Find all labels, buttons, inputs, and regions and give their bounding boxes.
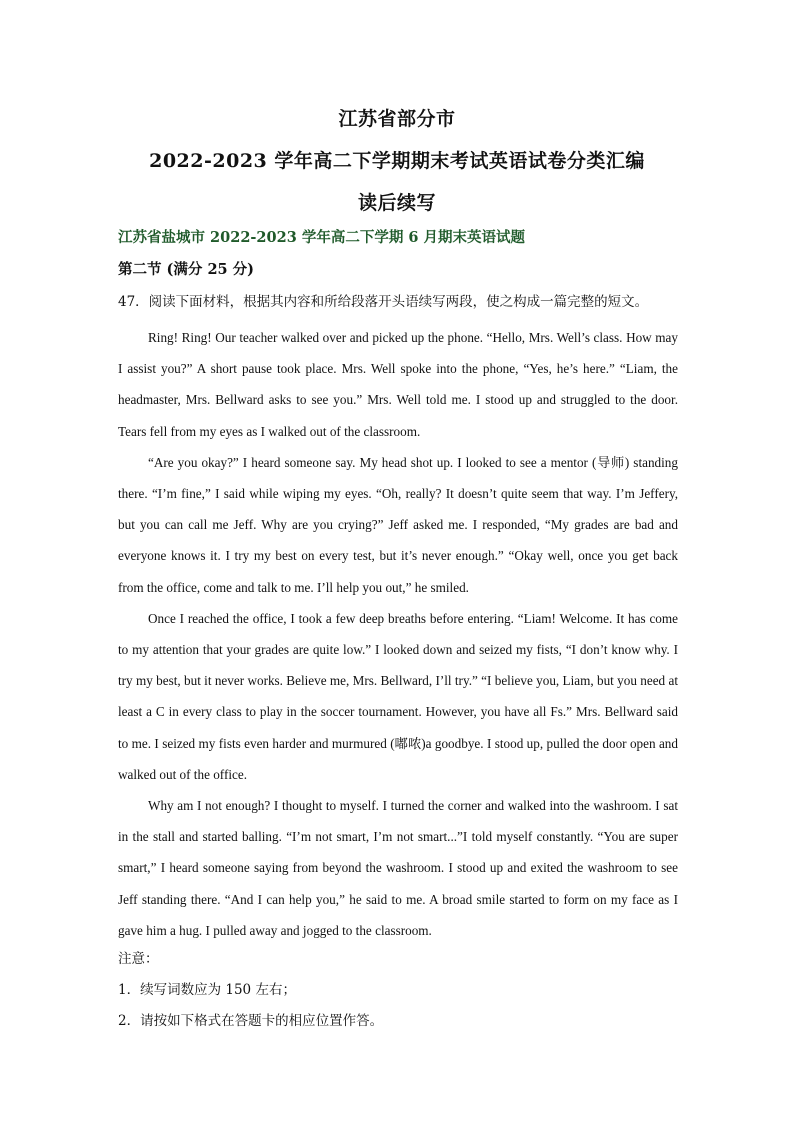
passage-paragraph: “Are you okay?” I heard someone say. My head shot up. I looked to see a mentor (导师) standing there. “I’m fine,” I said while wiping my eyes. “Oh, really? It doesn’t quite seem that way. I’m Jeffery, but you can call me Jeff. Why are you crying?” Jeff asked me. I responded, “My grades are bad and everyone knows it. I try my best on every test, but it’s never enough.” “Okay well, once you get back from the office, come and talk to me. I’ll help you out,” he smiled. (118, 454, 678, 595)
page-title-line-3: 读后续写 (357, 192, 436, 214)
passage-paragraph: Once I reached the office, I took a few deep breaths before entering. “Liam! Welcome. It has come to my attention that your grades are quite low.” I looked down and seized my fists, “I don’t know why. I try my best, but it never works. Believe me, Mrs. Bellward, I’ll try.” “I believe you, Liam, but you need at least a C in every class to play in the soccer tournament. However, you have all Fs.” Mrs. Bellward said to me. I seized my fists even harder and murmured (嘟哝)a goodbye. I stood up, pulled the door open and walked out of the office. (118, 610, 678, 782)
page-title-line-1: 江苏省部分市 (338, 108, 456, 130)
notes-label: 注意： (118, 951, 159, 967)
reading-passage (118, 322, 678, 946)
page-title-line-2: 2022-2023 学年高二下学期期末考试英语试卷分类汇编 (149, 150, 645, 172)
notes-item: 2．请按如下格式在答题卡的相应位置作答。 (118, 1013, 384, 1029)
question-instruction: 47．阅读下面材料，根据其内容和所给段落开头语续写两段，使之构成一篇完整的短文。 (118, 294, 649, 310)
exam-source-heading: 江苏省盐城市 2022-2023 学年高二下学期 6 月期末英语试题 (118, 229, 526, 246)
part-heading: 第二节 (满分 25 分) (118, 261, 255, 278)
notes-item: 1．续写词数应为 150 左右； (118, 982, 296, 998)
passage-paragraph: Why am I not enough? I thought to myself. I turned the corner and walked into the washroom. I sat in the stall and started balling. “I’m not smart, I’m not smart...”I told myself constantly. “You are super smart,” I heard someone saying from beyond the washroom. I stood up and exited the washroom to see Jeff standing there. “And I can help you,” he said to me. A broad smile started to form on my face as I gave him a hug. I pulled away and jogged to the classroom. (118, 798, 678, 938)
passage-paragraph: Ring! Ring! Our teacher walked over and picked up the phone. “Hello, Mrs. Well’s class. How may I assist you?” A short pause took place. Mrs. Well spoke into the phone, “Yes, he’s here.” “Liam, the headmaster, Mrs. Bellward asks to see you.” Mrs. Well told me. I stood up and struggled to the door. Tears fell from my eyes as I walked out of the classroom. (118, 330, 678, 439)
notes-section (118, 944, 383, 1037)
